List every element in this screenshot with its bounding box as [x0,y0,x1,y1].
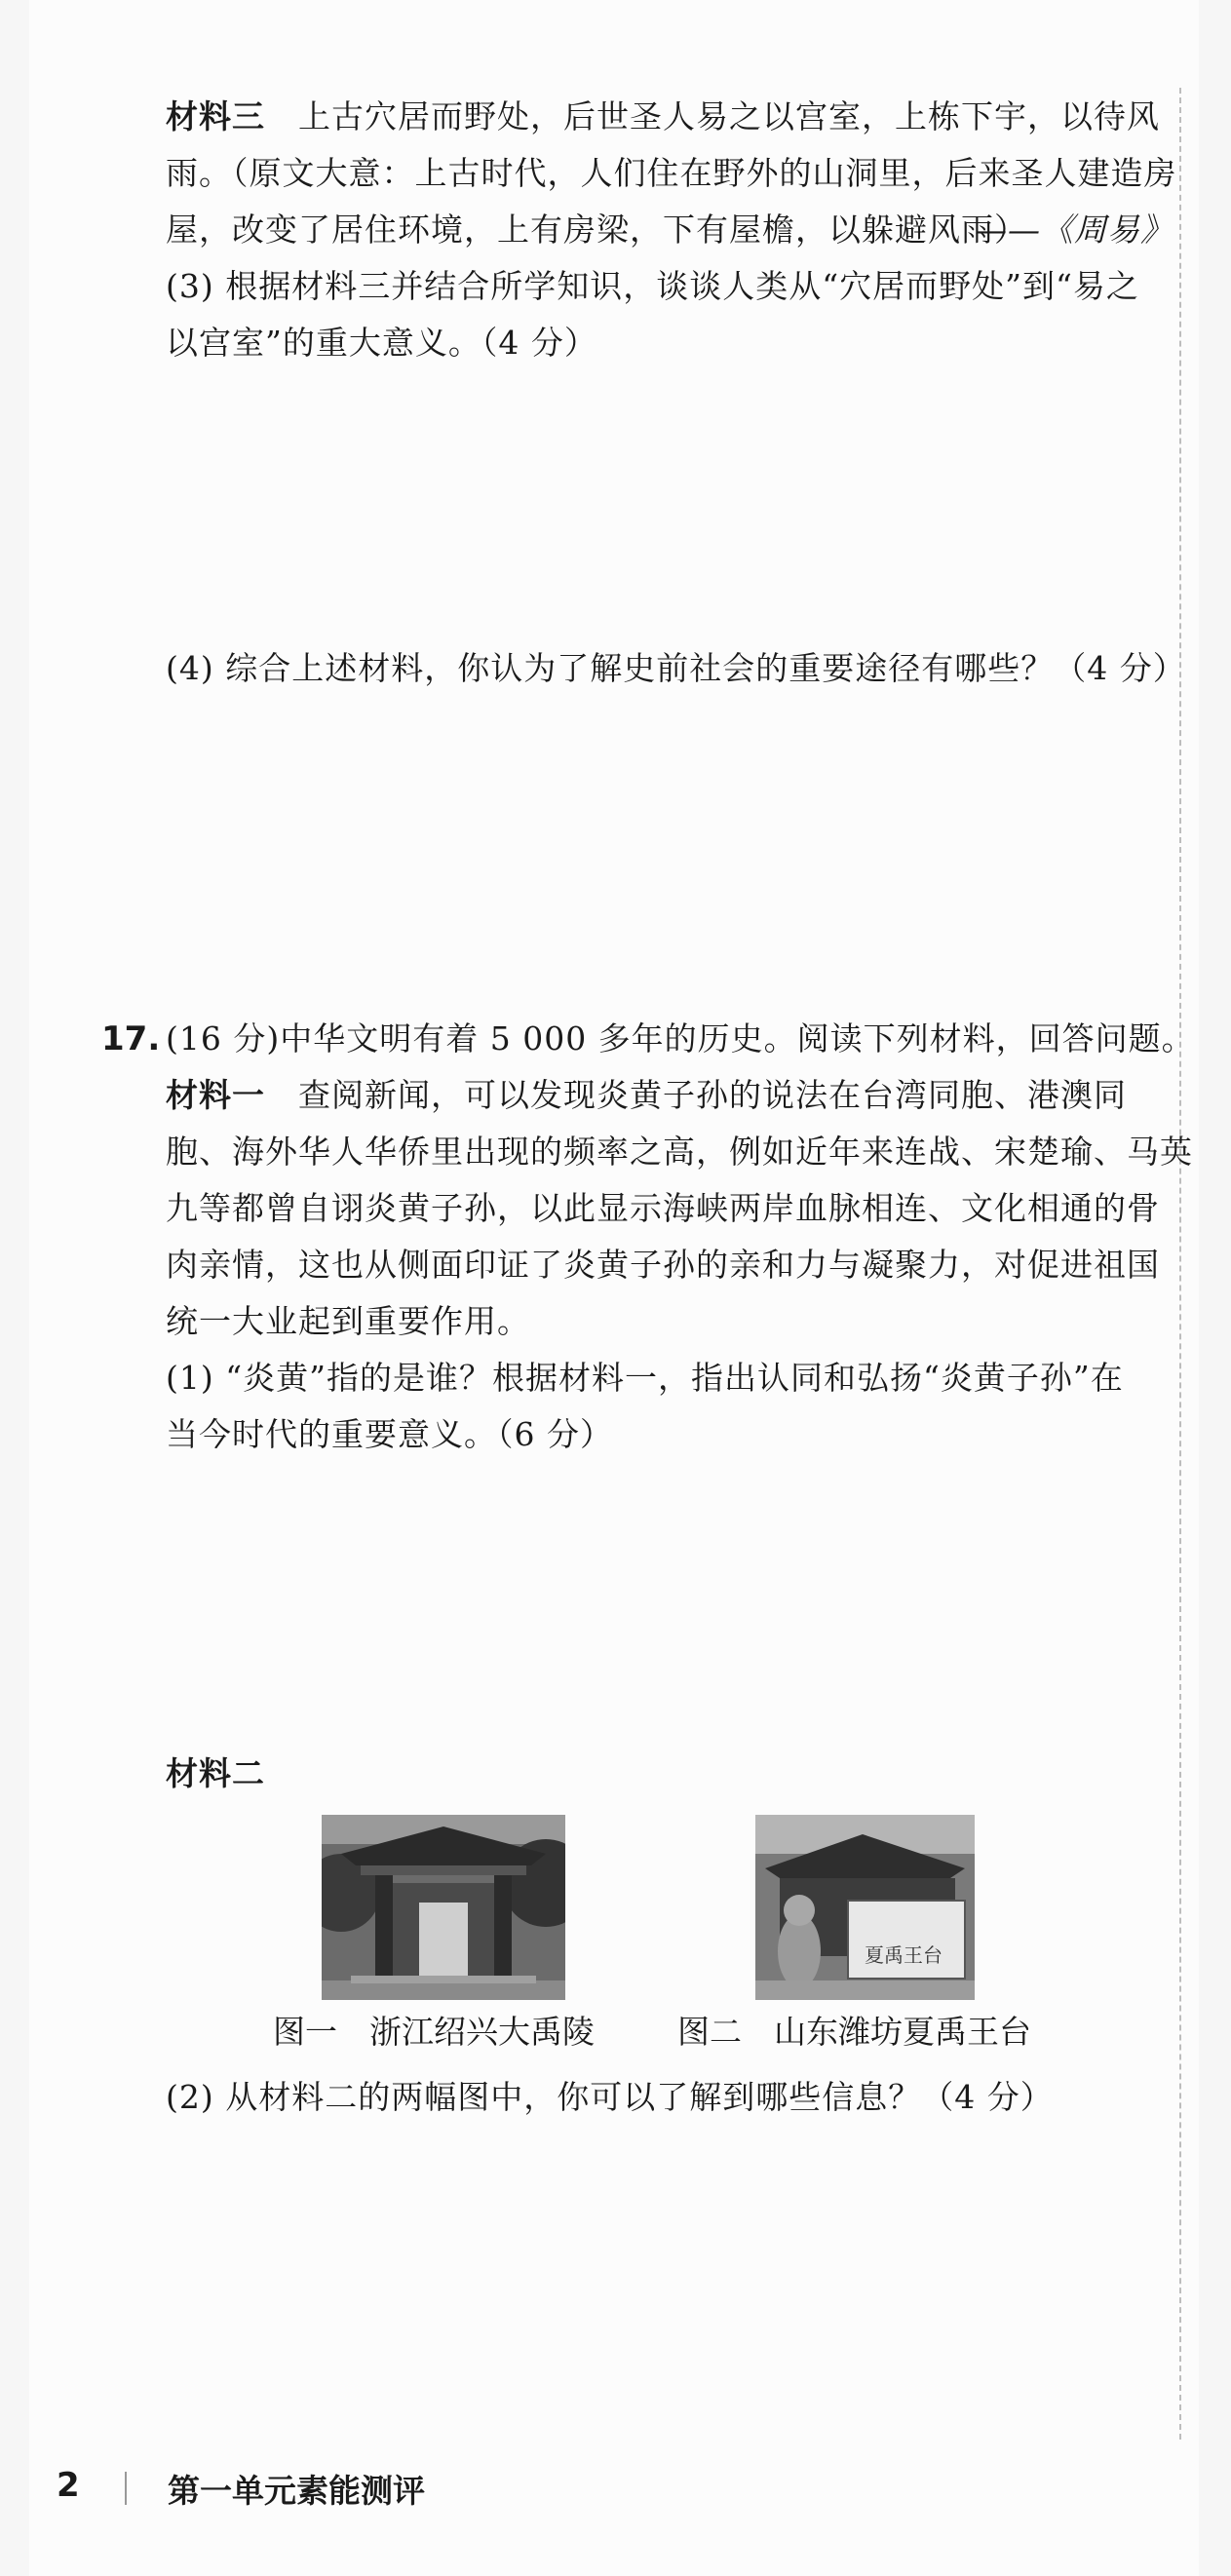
q17-material1-line4: 肉亲情，这也从侧面印证了炎黄子孙的亲和力与凝聚力，对促进祖国 [166,1246,1160,1284]
material3-line3 [166,203,1027,257]
q17-material1-line1 [166,1068,1127,1123]
q17-sub1-line1: (1) “炎黄”指的是谁？根据材料一，指出认同和弘扬“炎黄子孙”在 [166,1359,1124,1397]
figure2-caption: 图二 山东潍坊夏禹王台 [677,2013,1031,2051]
material3-text1: 上古穴居而野处，后世圣人易之以宫室，上栋下宇，以待风 [298,97,1160,135]
material2-label: 材料二 [166,1754,265,1792]
material3-line2: 雨。（原文大意：上古时代，人们住在野外的山洞里，后来圣人建造房 [166,154,1177,192]
q17-number: 17. [101,1019,161,1058]
q17-material1-line3: 九等都曾自诩炎黄子孙，以此显示海峡两岸血脉相连、文化相通的骨 [166,1189,1160,1227]
material3-source: ——《周易》 [975,211,1173,249]
q17-sub2-line1: (2) 从材料二的两幅图中，你可以了解到哪些信息？（4 分） [166,2078,1054,2116]
q17-intro: (16 分)中华文明有着 5 000 多年的历史。阅读下列材料，回答问题。 [166,1019,1195,1057]
figure2-photo [755,1815,975,2000]
material3-text3: 屋，改变了居住环境，上有房梁，下有屋檐，以躲避风雨） [166,211,1027,249]
material3-line1 [166,90,1160,144]
figure1-illustration [322,1815,565,2000]
figure1-caption: 图一 浙江绍兴大禹陵 [273,2013,595,2051]
q4-line1: (4) 综合上述材料，你认为了解史前社会的重要途径有哪些？（4 分） [166,649,1186,687]
q17-material1-line5: 统一大业起到重要作用。 [166,1302,530,1340]
material1-label: 材料一 [166,1076,265,1114]
footer-separator [125,2472,127,2505]
q17-material1-line2: 胞、海外华人华侨里出现的频率之高，例如近年来连战、宋楚瑜、马英 [166,1133,1193,1171]
figure2-illustration [755,1815,975,2000]
page-number: 2 [57,2466,80,2505]
material3-label: 材料三 [166,97,265,135]
q3-line2: 以宫室”的重大意义。（4 分） [166,324,597,362]
figure2-sign-text: 夏禹王台 [865,1943,942,1967]
cut-line [1179,88,1181,2440]
footer-title: 第一单元素能测评 [168,2472,425,2510]
q17-sub1-line2: 当今时代的重要意义。（6 分） [166,1415,613,1453]
q3-line1: (3) 根据材料三并结合所学知识，谈谈人类从“穴居而野处”到“易之 [166,267,1139,305]
material1-text1: 查阅新闻，可以发现炎黄子孙的说法在台湾同胞、港澳同 [298,1076,1127,1114]
figure1-photo [322,1815,565,2000]
